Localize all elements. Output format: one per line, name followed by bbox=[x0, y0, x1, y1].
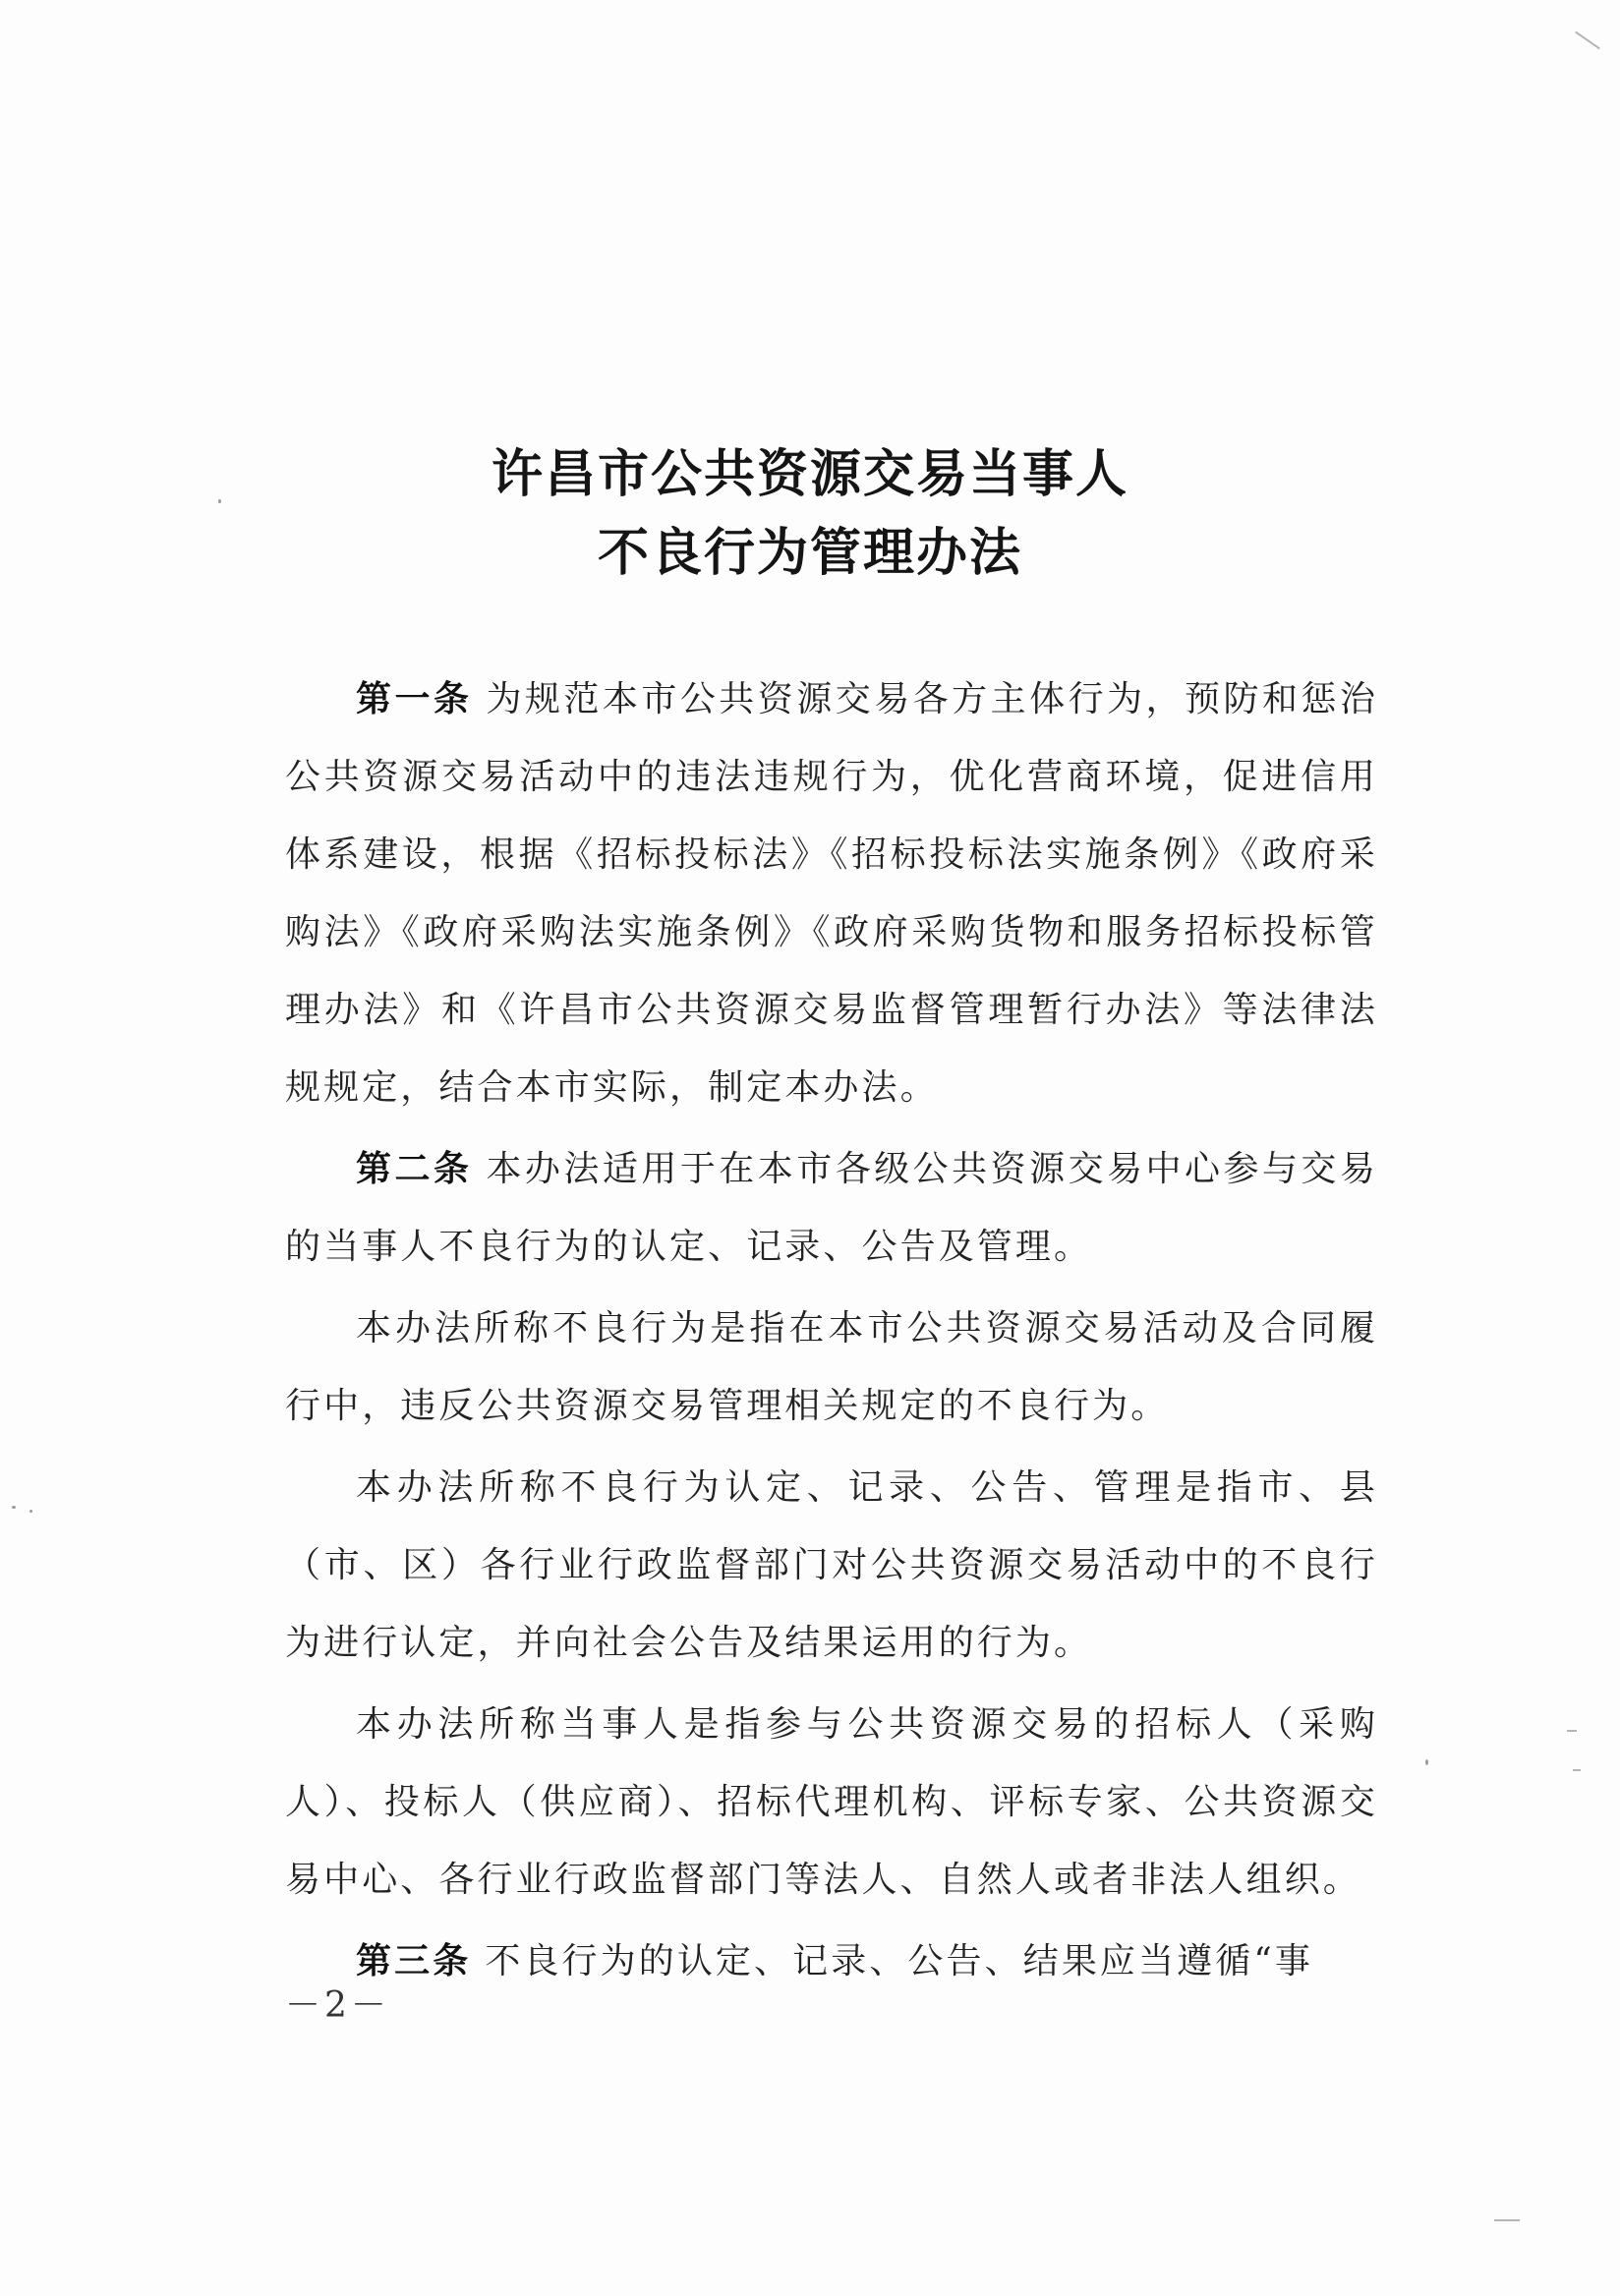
paragraph-text: 本办法所称不良行为认定、记录、公告、管理是指市、县（市、区）各行业行政监督部门对公共资源交易活动中的不良行为进行认定，并向社会公告及结果运用的行为。 bbox=[285, 1467, 1378, 1663]
paragraph-article-1 bbox=[285, 660, 1378, 1126]
paragraph-text: 本办法适用于在本市各级公共资源交易中心参与交易的当事人不良行为的认定、记录、公告及管理。 bbox=[285, 1149, 1378, 1267]
document-title-line-1: 许昌市公共资源交易当事人 bbox=[491, 444, 1128, 504]
scan-edge-mark bbox=[1575, 31, 1600, 50]
paragraph-article-3 bbox=[285, 1923, 1378, 2000]
scan-edge-mark bbox=[1573, 1769, 1581, 1771]
article-label: 第二条 bbox=[356, 1148, 473, 1189]
scan-edge-mark bbox=[1494, 2219, 1520, 2221]
paragraph-text: 为规范本市公共资源交易各方主体行为，预防和惩治公共资源交易活动中的违法违规行为，优化营商环境，促进信用体系建设，根据《招标投标法》《招标投标法实施条例》《政府采购法》《政府采购法实施条例》《政府采购货物和服务招标投标管理办法》和《许昌市公共资源交易监督管理暂行办法》等法律法规规定，结合本市实际，制定本办法。 bbox=[285, 679, 1378, 1108]
scan-speck bbox=[218, 499, 221, 503]
paragraph-article-2 bbox=[285, 1130, 1378, 1286]
page-number: －2－ bbox=[285, 1985, 390, 2026]
scan-speck bbox=[1425, 1759, 1428, 1765]
paragraph-definition-parties bbox=[285, 1686, 1378, 1919]
document-body bbox=[285, 660, 1378, 2004]
paragraph-text: 本办法所称不良行为是指在本市公共资源交易活动及合同履行中，违反公共资源交易管理相关规定的不良行为。 bbox=[285, 1308, 1378, 1426]
paragraph-text: 不良行为的认定、记录、公告、结果应当遵循“事 bbox=[485, 1941, 1313, 1981]
document-title-line-2: 不良行为管理办法 bbox=[597, 523, 1022, 583]
article-label: 第三条 bbox=[356, 1940, 472, 1981]
scan-speck bbox=[29, 1510, 32, 1513]
article-label: 第一条 bbox=[356, 678, 473, 719]
scan-speck bbox=[12, 1506, 16, 1509]
paragraph-definition-management bbox=[285, 1449, 1378, 1682]
paragraph-text: 本办法所称当事人是指参与公共资源交易的招标人（采购人）、投标人（供应商）、招标代理机构、评标专家、公共资源交易中心、各行业行政监督部门等法人、自然人或者非法人组织。 bbox=[285, 1704, 1378, 1900]
paragraph-definition-bad-behavior bbox=[285, 1290, 1378, 1445]
scan-edge-mark bbox=[1567, 1730, 1577, 1732]
